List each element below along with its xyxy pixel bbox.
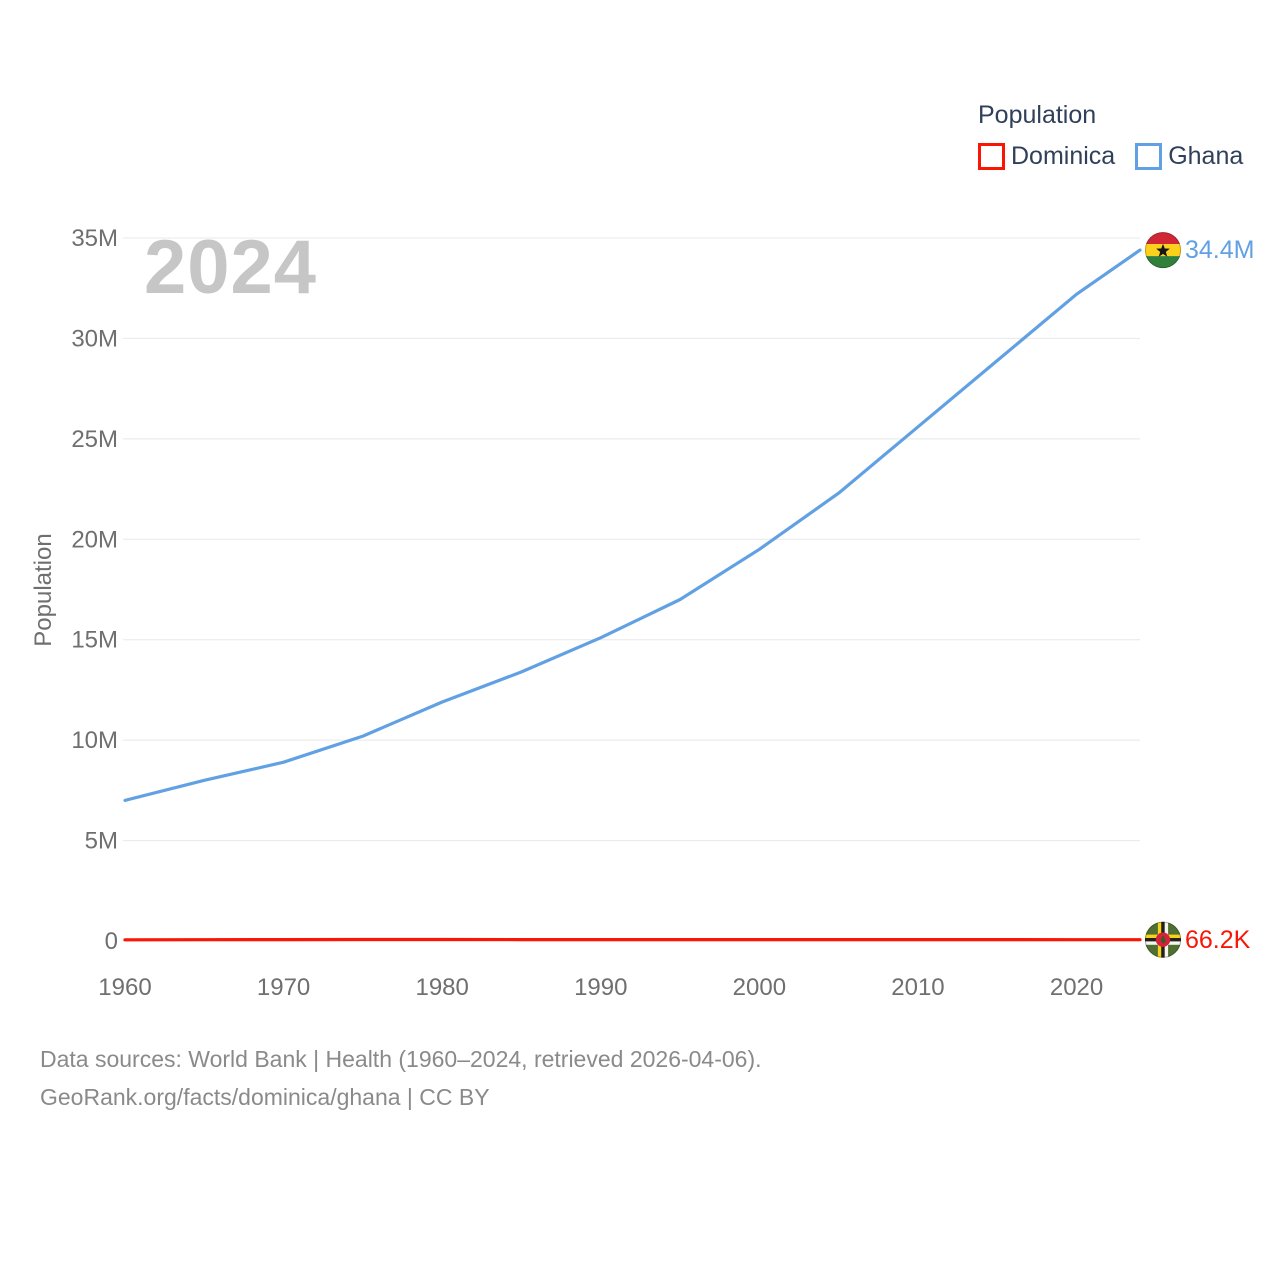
footer-attribution: GeoRank.org/facts/dominica/ghana | CC BY (40, 1084, 490, 1110)
ghana-flag-icon (1145, 232, 1181, 268)
x-tick-label: 2020 (1049, 974, 1104, 1001)
y-tick-label: 15M (71, 626, 118, 654)
y-tick-label: 5M (84, 827, 118, 855)
y-axis-title: Population (30, 533, 57, 647)
y-tick-label: 35M (71, 225, 118, 252)
dominica-flag-icon (1145, 922, 1181, 958)
y-tick-label: 30M (71, 325, 118, 353)
y-tick-label: 20M (71, 526, 118, 554)
footer-sources: Data sources: World Bank | Health (1960–2024, retrieved 2026-04-06). (40, 1046, 762, 1072)
dominica-value-label: 66.2K (1185, 926, 1251, 954)
ghana-legend-label[interactable]: Ghana (1168, 142, 1244, 170)
y-tick-label: 0 (104, 928, 118, 955)
x-tick-label: 2000 (732, 974, 787, 1001)
dominica-legend-label[interactable]: Dominica (1011, 142, 1116, 170)
ghana-series-line (125, 250, 1140, 800)
y-tick-label: 25M (71, 425, 118, 453)
x-tick-label: 1980 (415, 974, 469, 1001)
x-tick-label: 1990 (574, 974, 628, 1001)
y-tick-label: 10M (71, 727, 118, 755)
x-tick-label: 1970 (256, 974, 311, 1001)
x-tick-label: 1960 (98, 974, 152, 1001)
x-tick-label: 2010 (891, 974, 945, 1001)
legend-title: Population (978, 101, 1097, 129)
footer (40, 1040, 762, 1116)
ghana-value-label: 34.4M (1185, 236, 1255, 264)
watermark-year: 2024 (144, 225, 318, 310)
